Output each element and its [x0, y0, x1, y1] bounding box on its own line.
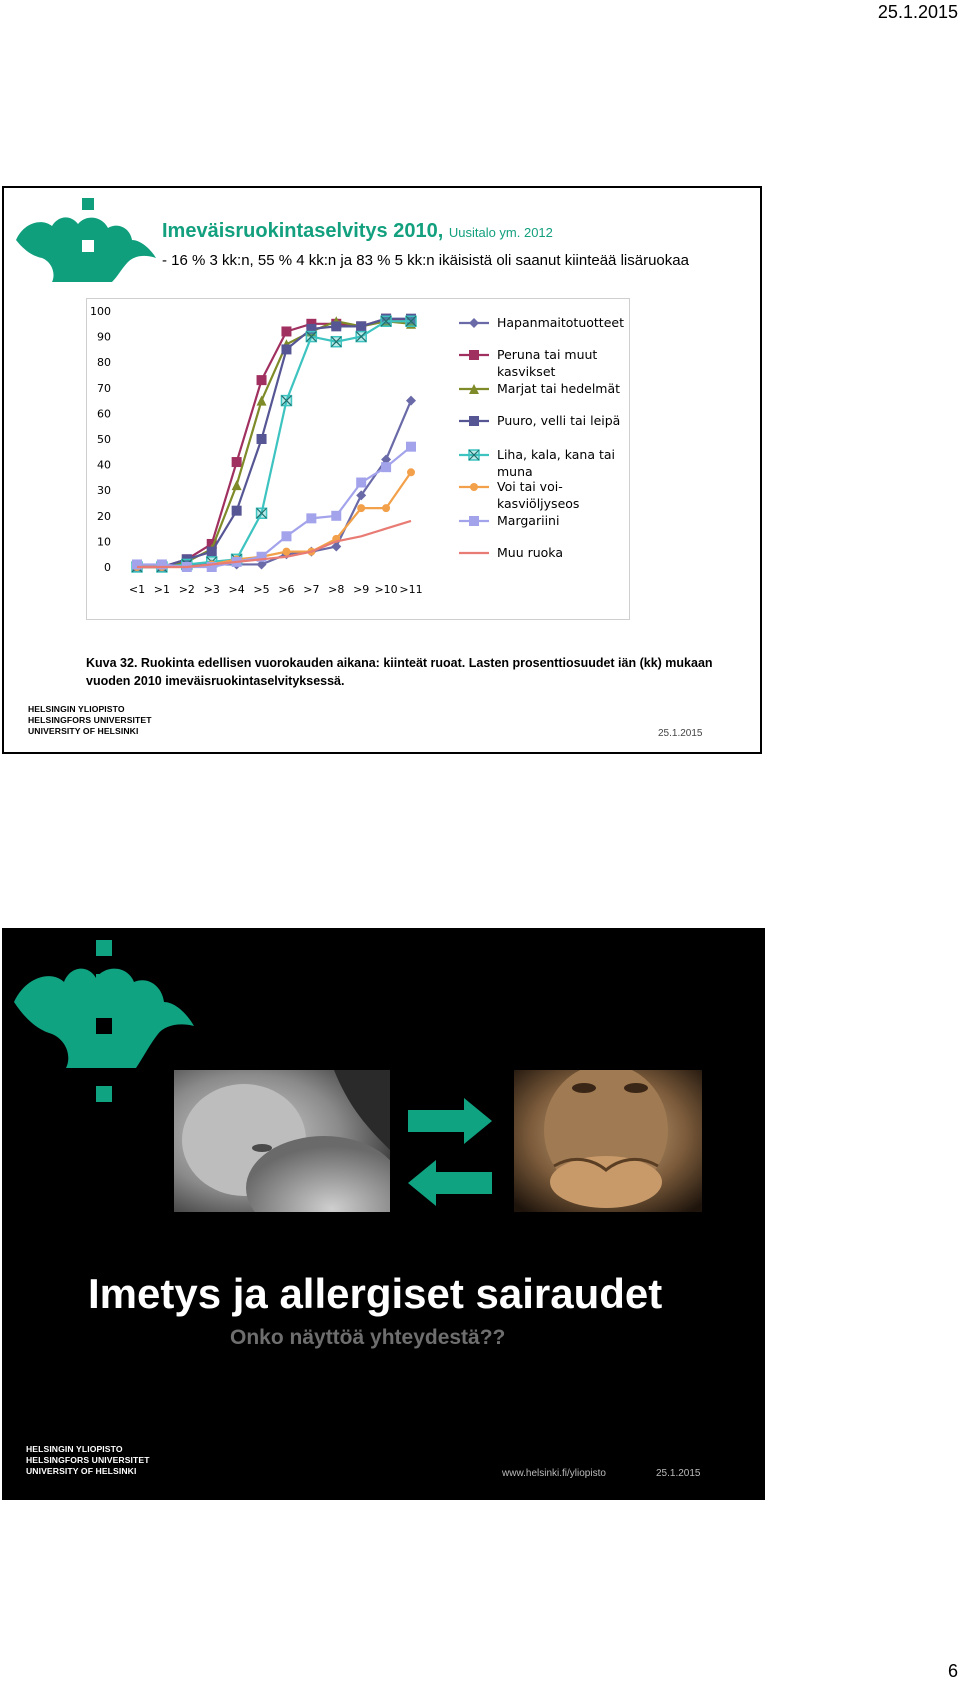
- slide-1: [2, 186, 762, 754]
- logo-line-2: HELSINGFORS UNIVERSITET: [28, 715, 152, 725]
- slide-1-title: Imeväisruokintaselvitys 2010, Uusitalo ym. 2012: [162, 220, 553, 242]
- x-tick-label: >5: [253, 583, 270, 596]
- y-tick-label: 20: [97, 509, 111, 523]
- x-tick-label: >8: [328, 583, 345, 596]
- slide-2-title: Imetys ja allergiset sairaudet: [88, 1270, 663, 1317]
- logo-line-2: HELSINGFORS UNIVERSITET: [26, 1455, 150, 1465]
- university-name-logo: [28, 704, 152, 737]
- y-tick-label: 60: [97, 407, 111, 421]
- data-point-series-6: [281, 531, 291, 541]
- series-line-1: [137, 319, 411, 567]
- university-flame-logo: [10, 936, 196, 1106]
- legend-label: Hapanmaitotuotteet: [497, 315, 624, 330]
- logo-line-1: HELSINGIN YLIOPISTO: [28, 704, 125, 714]
- logo-line-1: HELSINGIN YLIOPISTO: [26, 1444, 123, 1454]
- data-point-series-6: [356, 478, 366, 488]
- legend-label: Muu ruoka: [497, 545, 563, 560]
- slide-2-date: 25.1.2015: [656, 1468, 701, 1479]
- logo-line-3: UNIVERSITY OF HELSINKI: [28, 726, 139, 736]
- data-point-series-6: [406, 442, 416, 452]
- data-point-series-3: [356, 321, 366, 331]
- chart-container: [86, 298, 630, 620]
- slide-1-title-reference: Uusitalo ym. 2012: [448, 225, 553, 240]
- data-point-series-1: [257, 375, 267, 385]
- legend-marker: [469, 416, 479, 426]
- legend-label: Puuro, velli tai leipä: [497, 413, 621, 428]
- data-point-series-5: [382, 504, 390, 512]
- data-point-series-1: [281, 326, 291, 336]
- y-tick-label: 30: [97, 484, 111, 498]
- data-point-series-5: [407, 468, 415, 476]
- legend-label: kasvikset: [497, 364, 556, 379]
- line-chart: [87, 299, 629, 619]
- data-point-series-6: [381, 462, 391, 472]
- legend-label: Liha, kala, kana tai: [497, 447, 615, 462]
- x-tick-label: >7: [303, 583, 320, 596]
- y-tick-label: 100: [90, 305, 111, 318]
- slide-2-subtitle: Onko näyttöä yhteydestä??: [230, 1326, 506, 1349]
- data-point-series-6: [306, 513, 316, 523]
- data-point-series-2: [232, 480, 242, 490]
- y-tick-label: 90: [97, 330, 111, 344]
- university-name-logo: [26, 1444, 150, 1477]
- y-tick-label: 0: [104, 561, 111, 574]
- series-line-5: [137, 472, 411, 567]
- y-tick-label: 50: [97, 433, 111, 446]
- legend-marker: [469, 516, 479, 526]
- data-point-series-5: [357, 504, 365, 512]
- page-date: 25.1.2015: [877, 2, 958, 22]
- data-point-series-5: [282, 548, 290, 556]
- data-point-series-3: [232, 506, 242, 516]
- caption-line-2: vuoden 2010 imeväisruokintaselvityksessä.: [86, 674, 345, 688]
- y-tick-label: 40: [97, 458, 111, 472]
- breastfeeding-baby-photo: [174, 1070, 390, 1212]
- x-tick-label: >3: [203, 583, 220, 596]
- university-flame-logo: [12, 196, 162, 284]
- y-tick-label: 70: [97, 381, 111, 395]
- x-tick-label: >1: [153, 583, 171, 596]
- x-tick-label: >10: [374, 583, 398, 596]
- data-point-series-1: [232, 457, 242, 467]
- legend-label: Marjat tai hedelmät: [497, 381, 621, 396]
- right-arrow-icon: [408, 1098, 492, 1144]
- x-tick-label: >9: [353, 583, 370, 596]
- series-line-6: [137, 447, 411, 567]
- data-point-series-0: [406, 396, 416, 406]
- slide-1-summary: - 16 % 3 kk:n, 55 % 4 kk:n ja 83 % 5 kk:n ikäisistä oli saanut kiinteää lisäruokaa: [162, 252, 689, 269]
- x-tick-label: >4: [228, 583, 245, 596]
- page-number: 6: [947, 1661, 958, 1681]
- series-line-0: [137, 401, 411, 567]
- data-point-series-3: [207, 547, 217, 557]
- y-tick-label: 80: [97, 356, 111, 370]
- logo-line-3: UNIVERSITY OF HELSINKI: [26, 1466, 137, 1476]
- data-point-series-3: [257, 434, 267, 444]
- legend-marker: [470, 483, 478, 491]
- x-tick-label: >11: [399, 583, 423, 596]
- caption-line-1: Kuva 32. Ruokinta edellisen vuorokauden aikana: kiinteät ruoat. Lasten prosenttiosuudet iän (kk) mukaan: [86, 656, 713, 670]
- x-tick-label: <1: [128, 583, 146, 596]
- legend-label: Peruna tai muut: [497, 347, 598, 362]
- left-arrow-icon: [408, 1160, 492, 1206]
- data-point-series-6: [331, 511, 341, 521]
- slide-1-date: 25.1.2015: [658, 728, 703, 739]
- university-url-link[interactable]: www.helsinki.fi/yliopisto: [502, 1468, 606, 1479]
- data-point-series-3: [331, 321, 341, 331]
- legend-label: kasviöljyseos: [497, 496, 580, 511]
- y-tick-label: 10: [97, 535, 111, 549]
- x-tick-label: >2: [178, 583, 195, 596]
- slide-2: [2, 928, 765, 1500]
- legend-marker: [469, 318, 479, 328]
- legend-label: Voi tai voi-: [497, 479, 563, 494]
- x-tick-label: >6: [278, 583, 295, 596]
- figure-caption: [86, 654, 736, 690]
- data-point-series-3: [281, 344, 291, 354]
- legend-marker: [469, 350, 479, 360]
- data-point-series-2: [257, 396, 267, 406]
- legend-label: Margariini: [497, 513, 560, 528]
- legend-label: muna: [497, 464, 533, 479]
- child-hands-in-mouth-photo: [514, 1070, 702, 1212]
